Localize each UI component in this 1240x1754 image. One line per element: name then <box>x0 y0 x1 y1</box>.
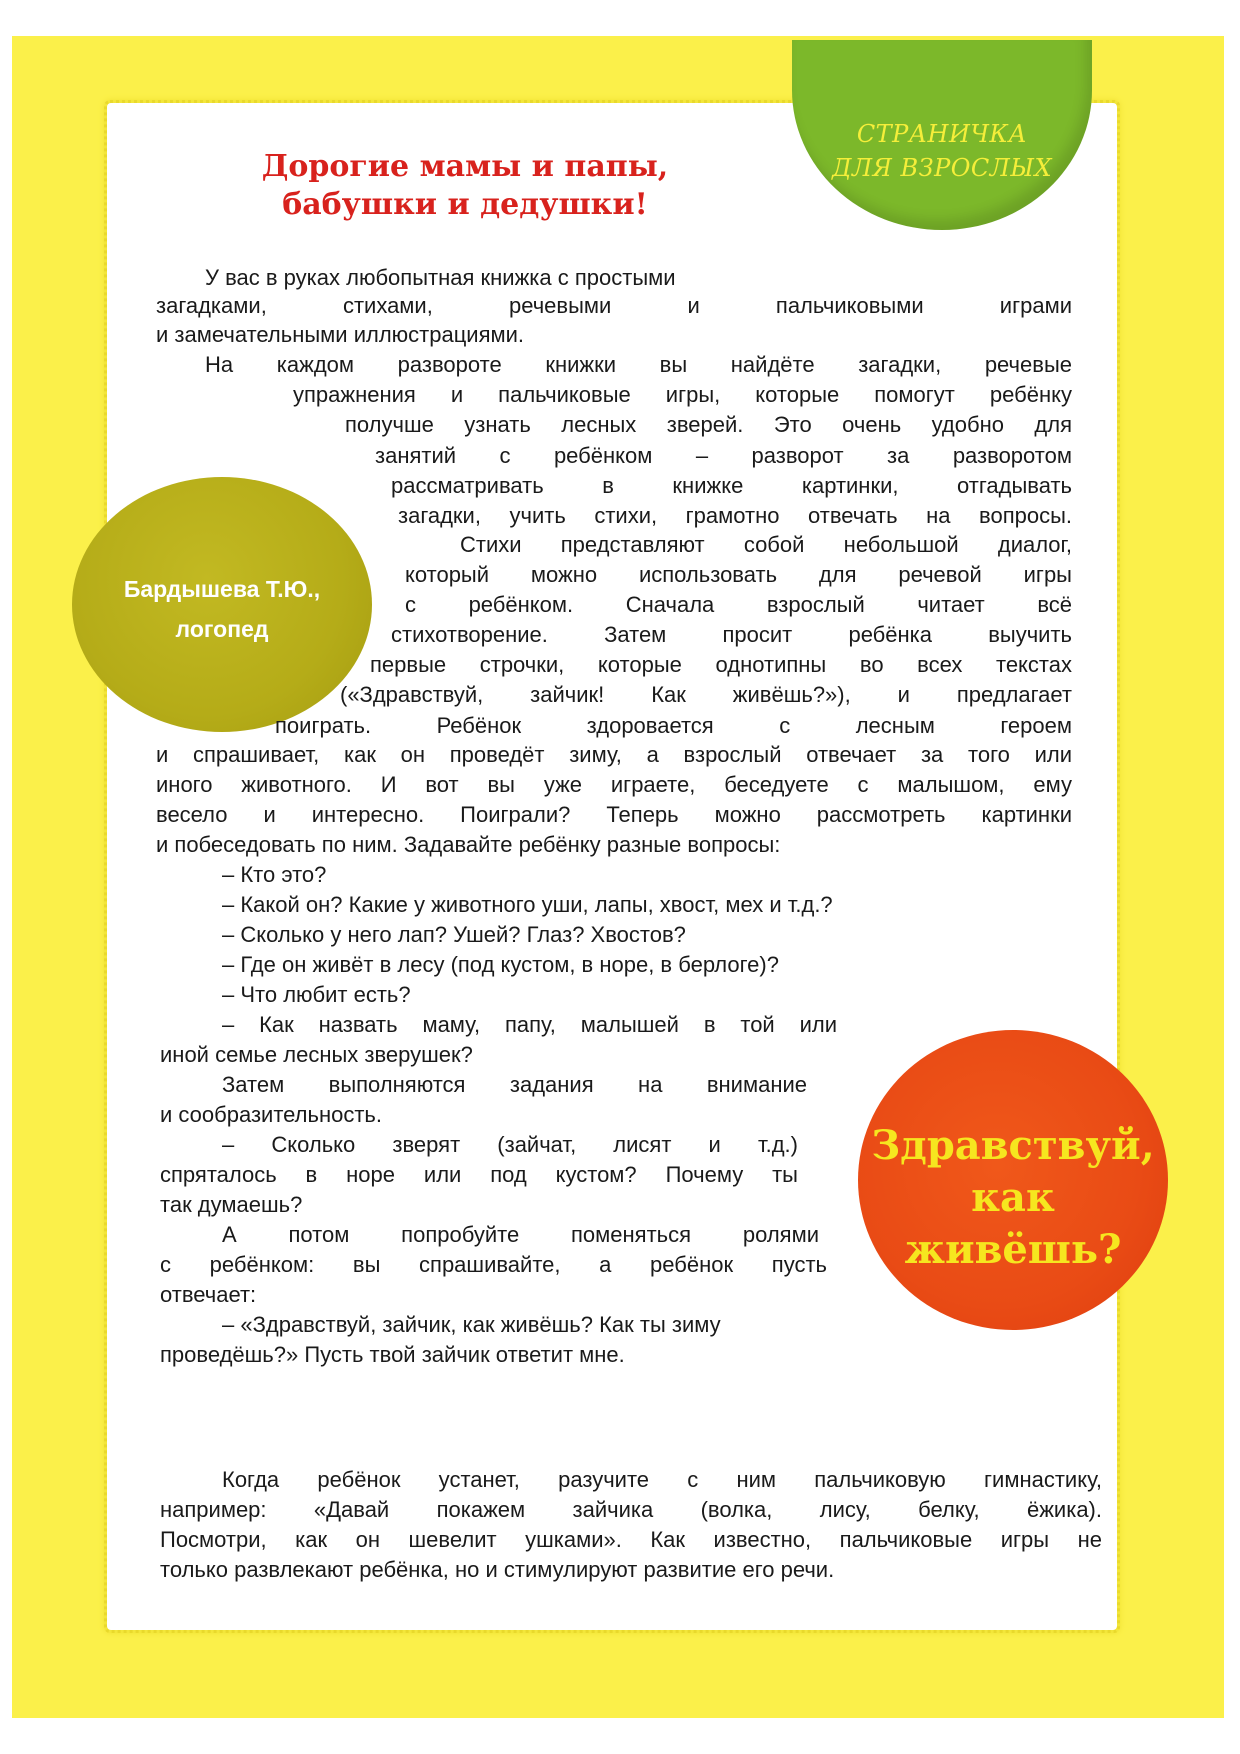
title-line-2: как <box>971 1174 1055 1221</box>
body-line: – Сколько зверят (зайчат, лисят и т.д.) <box>222 1132 798 1157</box>
body-line: иного животного. И вот вы уже играете, беседуете с малышом, ему <box>156 772 1072 797</box>
body-line: спряталось в норе или под кустом? Почему ты <box>160 1162 798 1187</box>
body-line: Когда ребёнок устанет, разучите с ним пальчиковую гимнастику, <box>222 1467 1102 1492</box>
heading-line-2: бабушки и дедушки! <box>282 187 648 222</box>
body-line: и сообразительность. <box>160 1102 382 1127</box>
body-line: Стихи представляют собой небольшой диалог, <box>460 532 1072 557</box>
body-line: У вас в руках любопытная книжка с простыми <box>205 265 676 290</box>
body-line: весело и интересно. Поиграли? Теперь можно рассмотреть картинки <box>156 802 1072 827</box>
heading-line-1: Дорогие мамы и папы, <box>261 149 669 184</box>
body-line: и побеседовать по ним. Задавайте ребёнку разные вопросы: <box>156 832 781 857</box>
body-line: и замечательными иллюстрациями. <box>156 322 525 347</box>
question-item: – Где он живёт в лесу (под кустом, в норе, в берлоге)? <box>222 952 779 977</box>
body-line: с ребёнком. Сначала взрослый читает всё <box>405 592 1072 617</box>
body-line: стихотворение. Затем просит ребёнка выучить <box>391 622 1072 647</box>
body-line: загадки, учить стихи, грамотно отвечать на вопросы. <box>398 503 1072 528</box>
body-line: занятий с ребёнком – разворот за разворотом <box>375 443 1072 468</box>
body-line: иной семье лесных зверушек? <box>160 1042 473 1067</box>
body-line: – «Здравствуй, зайчик, как живёшь? Как ты зиму <box>222 1312 721 1337</box>
author-role: логопед <box>175 616 269 642</box>
badge-line-1: СТРАНИЧКА <box>856 120 1028 148</box>
body-line: и спрашивает, как он проведёт зиму, а взрослый отвечает за того или <box>156 742 1072 767</box>
question-item: – Как назвать маму, папу, малышей в той или <box>222 1012 837 1037</box>
body-line: получше узнать лесных зверей. Это очень удобно для <box>345 412 1072 437</box>
body-line: упражнения и пальчиковые игры, которые помогут ребёнку <box>293 382 1072 407</box>
body-line: Затем выполняются задания на внимание <box>222 1072 807 1097</box>
body-line: А потом попробуйте поменяться ролями <box>222 1222 819 1247</box>
question-item: – Сколько у него лап? Ушей? Глаз? Хвостов? <box>222 922 686 947</box>
body-line: Посмотри, как он шевелит ушками». Как известно, пальчиковые игры не <box>160 1527 1102 1552</box>
title-line-3: живёшь? <box>904 1226 1122 1273</box>
question-item: – Что любит есть? <box>222 982 411 1007</box>
title-line-1: Здравствуй, <box>871 1122 1155 1169</box>
body-line: первые строчки, которые однотипны во всех текстах <box>370 652 1072 677</box>
question-item: – Кто это? <box>222 862 327 887</box>
question-item: – Какой он? Какие у животного уши, лапы, хвост, мех и т.д.? <box>222 892 833 917</box>
body-line: только развлекают ребёнка, но и стимулируют развитие его речи. <box>160 1557 835 1582</box>
body-line: поиграть. Ребёнок здоровается с лесным героем <box>275 713 1072 738</box>
body-line: который можно использовать для речевой игры <box>405 562 1072 587</box>
body-line: так думаешь? <box>160 1192 303 1217</box>
body-line: отвечает: <box>160 1282 257 1307</box>
body-line: рассматривать в книжке картинки, отгадывать <box>391 473 1072 498</box>
body-line: например: «Давай покажем зайчика (волка, лису, белку, ёжика). <box>160 1497 1102 1522</box>
badge-line-2: ДЛЯ ВЗРОСЛЫХ <box>831 154 1053 182</box>
author-name: Бардышева Т.Ю., <box>123 576 321 602</box>
body-line: На каждом развороте книжки вы найдёте загадки, речевые <box>205 352 1072 377</box>
body-line: с ребёнком: вы спрашивайте, а ребёнок пусть <box>160 1252 827 1277</box>
body-line: загадками, стихами, речевыми и пальчиковыми играми <box>156 293 1072 318</box>
body-line: («Здравствуй, зайчик! Как живёшь?»), и предлагает <box>340 682 1072 707</box>
body-line: проведёшь?» Пусть твой зайчик ответит мне. <box>160 1342 625 1367</box>
